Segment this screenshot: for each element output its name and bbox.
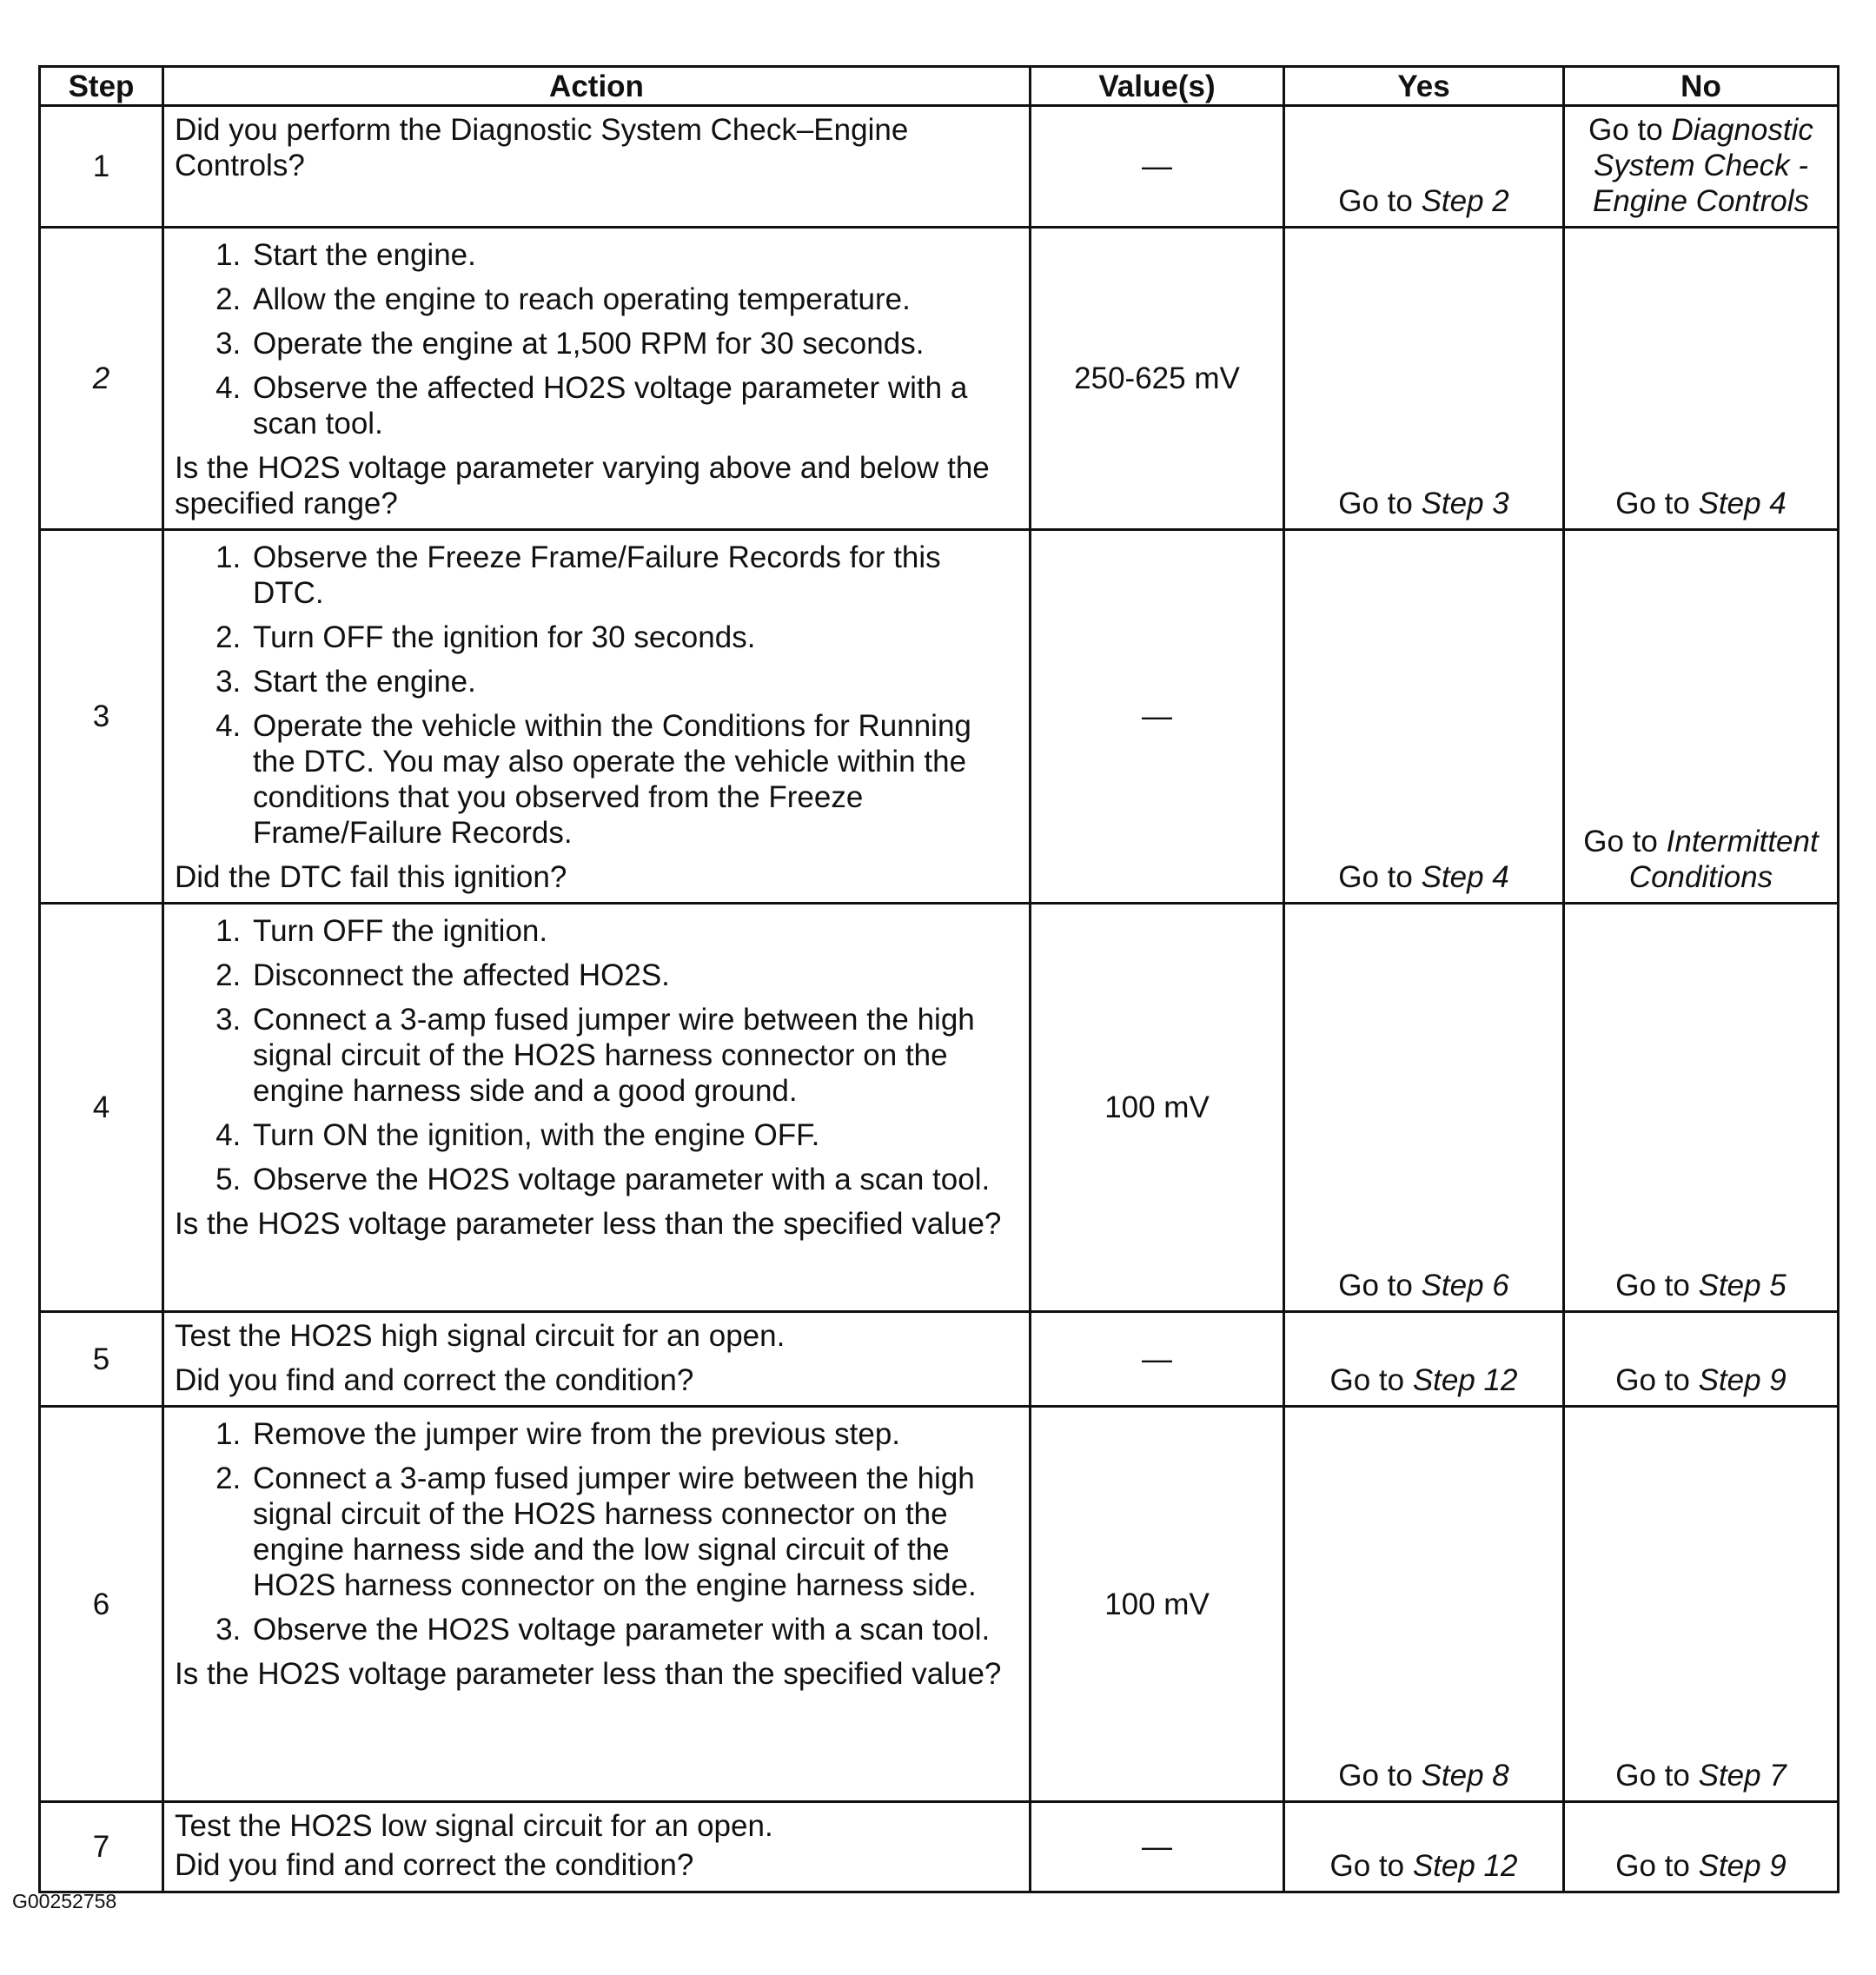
- value-text: 100 mV: [1104, 1090, 1210, 1124]
- action-step-item: 4. Observe the affected HO2S voltage parameter with a scan tool.: [249, 370, 1013, 441]
- yes-link[interactable]: Step 2: [1421, 184, 1509, 218]
- value-cell: [1031, 1802, 1284, 1892]
- yes-prefix: Go to: [1338, 860, 1422, 894]
- step-number: 4: [40, 904, 163, 1312]
- no-link[interactable]: Step 9: [1698, 1849, 1787, 1883]
- yes-link[interactable]: Step 4: [1421, 860, 1509, 894]
- no-prefix: Go to: [1615, 487, 1699, 520]
- action-steps: [175, 1416, 1013, 1647]
- no-cell: [1564, 904, 1839, 1312]
- action-step-item: 3. Observe the HO2S voltage parameter with a scan tool.: [249, 1612, 1013, 1647]
- no-cell: [1564, 530, 1839, 904]
- action-cell: [163, 106, 1031, 228]
- yes-prefix: Go to: [1329, 1849, 1413, 1883]
- action-step-item: 1. Remove the jumper wire from the previous step.: [249, 1416, 1013, 1452]
- action-step-item: 3. Operate the engine at 1,500 RPM for 30 seconds.: [249, 326, 1013, 361]
- value-cell: [1031, 904, 1284, 1312]
- action-steps: [175, 913, 1013, 1197]
- step-number: 3: [40, 530, 163, 904]
- action-step-item: 1. Start the engine.: [249, 237, 1013, 273]
- table-row: [40, 228, 1839, 530]
- action-step-item: 2. Allow the engine to reach operating temperature.: [249, 282, 1013, 317]
- action-cell: [163, 1407, 1031, 1802]
- table-row: [40, 1312, 1839, 1407]
- table-row: [40, 904, 1839, 1312]
- table-row: [40, 1802, 1839, 1892]
- yes-prefix: Go to: [1338, 1269, 1422, 1302]
- action-step-item: 3. Start the engine.: [249, 664, 1013, 699]
- no-prefix: Go to: [1583, 825, 1667, 858]
- action-cell: [163, 1312, 1031, 1407]
- no-link[interactable]: Diagnostic System Check - Engine Controls: [1592, 113, 1813, 218]
- value-cell: [1031, 106, 1284, 228]
- action-text: Did you perform the Diagnostic System Check–Engine Controls?: [175, 113, 909, 182]
- no-cell: [1564, 1802, 1839, 1892]
- step-number: 7: [40, 1802, 163, 1892]
- yes-cell: [1284, 106, 1564, 228]
- no-link[interactable]: Step 9: [1698, 1363, 1787, 1397]
- step-number: 5: [40, 1312, 163, 1407]
- value-text: —: [1142, 1830, 1172, 1864]
- header-values: Value(s): [1031, 67, 1284, 106]
- no-cell: [1564, 106, 1839, 228]
- yes-link[interactable]: Step 12: [1412, 1363, 1518, 1397]
- value-text: —: [1142, 1342, 1172, 1376]
- step-number: 1: [40, 106, 163, 228]
- value-cell: [1031, 1312, 1284, 1407]
- value-text: —: [1142, 699, 1172, 733]
- yes-link[interactable]: Step 8: [1421, 1759, 1509, 1793]
- yes-cell: [1284, 1802, 1564, 1892]
- value-cell: [1031, 1407, 1284, 1802]
- no-prefix: Go to: [1615, 1849, 1699, 1883]
- yes-cell: [1284, 904, 1564, 1312]
- yes-cell: [1284, 1407, 1564, 1802]
- action-step-item: 1. Observe the Freeze Frame/Failure Records for this DTC.: [249, 540, 1013, 611]
- action-steps: [175, 540, 1013, 851]
- header-yes: Yes: [1284, 67, 1564, 106]
- no-link[interactable]: Step 7: [1698, 1759, 1787, 1793]
- no-link[interactable]: Step 5: [1698, 1269, 1787, 1302]
- action-step-item: 4. Turn ON the ignition, with the engine OFF.: [249, 1117, 1013, 1153]
- action-steps: [175, 237, 1013, 441]
- table-row: [40, 106, 1839, 228]
- yes-cell: [1284, 228, 1564, 530]
- value-cell: [1031, 228, 1284, 530]
- action-question: Is the HO2S voltage parameter less than the specified value?: [175, 1207, 1002, 1241]
- header-step: Step: [40, 67, 163, 106]
- value-cell: [1031, 530, 1284, 904]
- no-cell: [1564, 228, 1839, 530]
- action-text: Test the HO2S high signal circuit for an open.: [175, 1319, 786, 1353]
- action-step-item: 1. Turn OFF the ignition.: [249, 913, 1013, 949]
- action-cell: [163, 530, 1031, 904]
- action-step-item: 4. Operate the vehicle within the Conditions for Running the DTC. You may also operate the vehicle within the conditions that you observed from the Freeze Frame/Failure Records.: [249, 708, 1013, 851]
- no-cell: [1564, 1312, 1839, 1407]
- action-step-item: 2. Disconnect the affected HO2S.: [249, 958, 1013, 993]
- yes-cell: [1284, 530, 1564, 904]
- action-step-item: 3. Connect a 3-amp fused jumper wire between the high signal circuit of the HO2S harness connector on the engine harness side and a good ground.: [249, 1002, 1013, 1109]
- figure-id: G00252758: [12, 1890, 117, 1912]
- action-question: Is the HO2S voltage parameter less than the specified value?: [175, 1657, 1002, 1691]
- header-row: [40, 67, 1839, 106]
- no-cell: [1564, 1407, 1839, 1802]
- no-prefix: Go to: [1615, 1759, 1699, 1793]
- no-prefix: Go to: [1615, 1269, 1699, 1302]
- step-number: 6: [40, 1407, 163, 1802]
- yes-link[interactable]: Step 3: [1421, 487, 1509, 520]
- action-step-item: 5. Observe the HO2S voltage parameter with a scan tool.: [249, 1162, 1013, 1197]
- action-step-item: 2. Turn OFF the ignition for 30 seconds.: [249, 620, 1013, 655]
- action-text: Test the HO2S low signal circuit for an open.: [175, 1809, 773, 1843]
- diagnostic-table: [38, 65, 1840, 1893]
- value-text: 100 mV: [1104, 1587, 1210, 1621]
- yes-prefix: Go to: [1338, 184, 1422, 218]
- yes-cell: [1284, 1312, 1564, 1407]
- yes-prefix: Go to: [1338, 1759, 1422, 1793]
- yes-link[interactable]: Step 6: [1421, 1269, 1509, 1302]
- no-link[interactable]: Intermittent Conditions: [1628, 825, 1819, 894]
- action-question: Did you find and correct the condition?: [175, 1848, 694, 1882]
- value-text: —: [1142, 149, 1172, 183]
- table-row: [40, 530, 1839, 904]
- action-cell: [163, 1802, 1031, 1892]
- action-step-item: 2. Connect a 3-amp fused jumper wire between the high signal circuit of the HO2S harness connector on the engine harness side and the low signal circuit of the HO2S harness connector on the engine harness side.: [249, 1461, 1013, 1603]
- action-cell: [163, 228, 1031, 530]
- step-number: 2: [40, 228, 163, 530]
- no-prefix: Go to: [1588, 113, 1672, 147]
- header-action: Action: [163, 67, 1031, 106]
- action-question: Did you find and correct the condition?: [175, 1363, 694, 1397]
- no-prefix: Go to: [1615, 1363, 1699, 1397]
- yes-prefix: Go to: [1338, 487, 1422, 520]
- no-link[interactable]: Step 4: [1698, 487, 1787, 520]
- action-question: Is the HO2S voltage parameter varying above and below the specified range?: [175, 451, 990, 520]
- action-cell: [163, 904, 1031, 1312]
- yes-prefix: Go to: [1329, 1363, 1413, 1397]
- header-no: No: [1564, 67, 1839, 106]
- value-text: 250-625 mV: [1074, 361, 1240, 395]
- action-question: Did the DTC fail this ignition?: [175, 860, 567, 894]
- yes-link[interactable]: Step 12: [1412, 1849, 1518, 1883]
- table-row: [40, 1407, 1839, 1802]
